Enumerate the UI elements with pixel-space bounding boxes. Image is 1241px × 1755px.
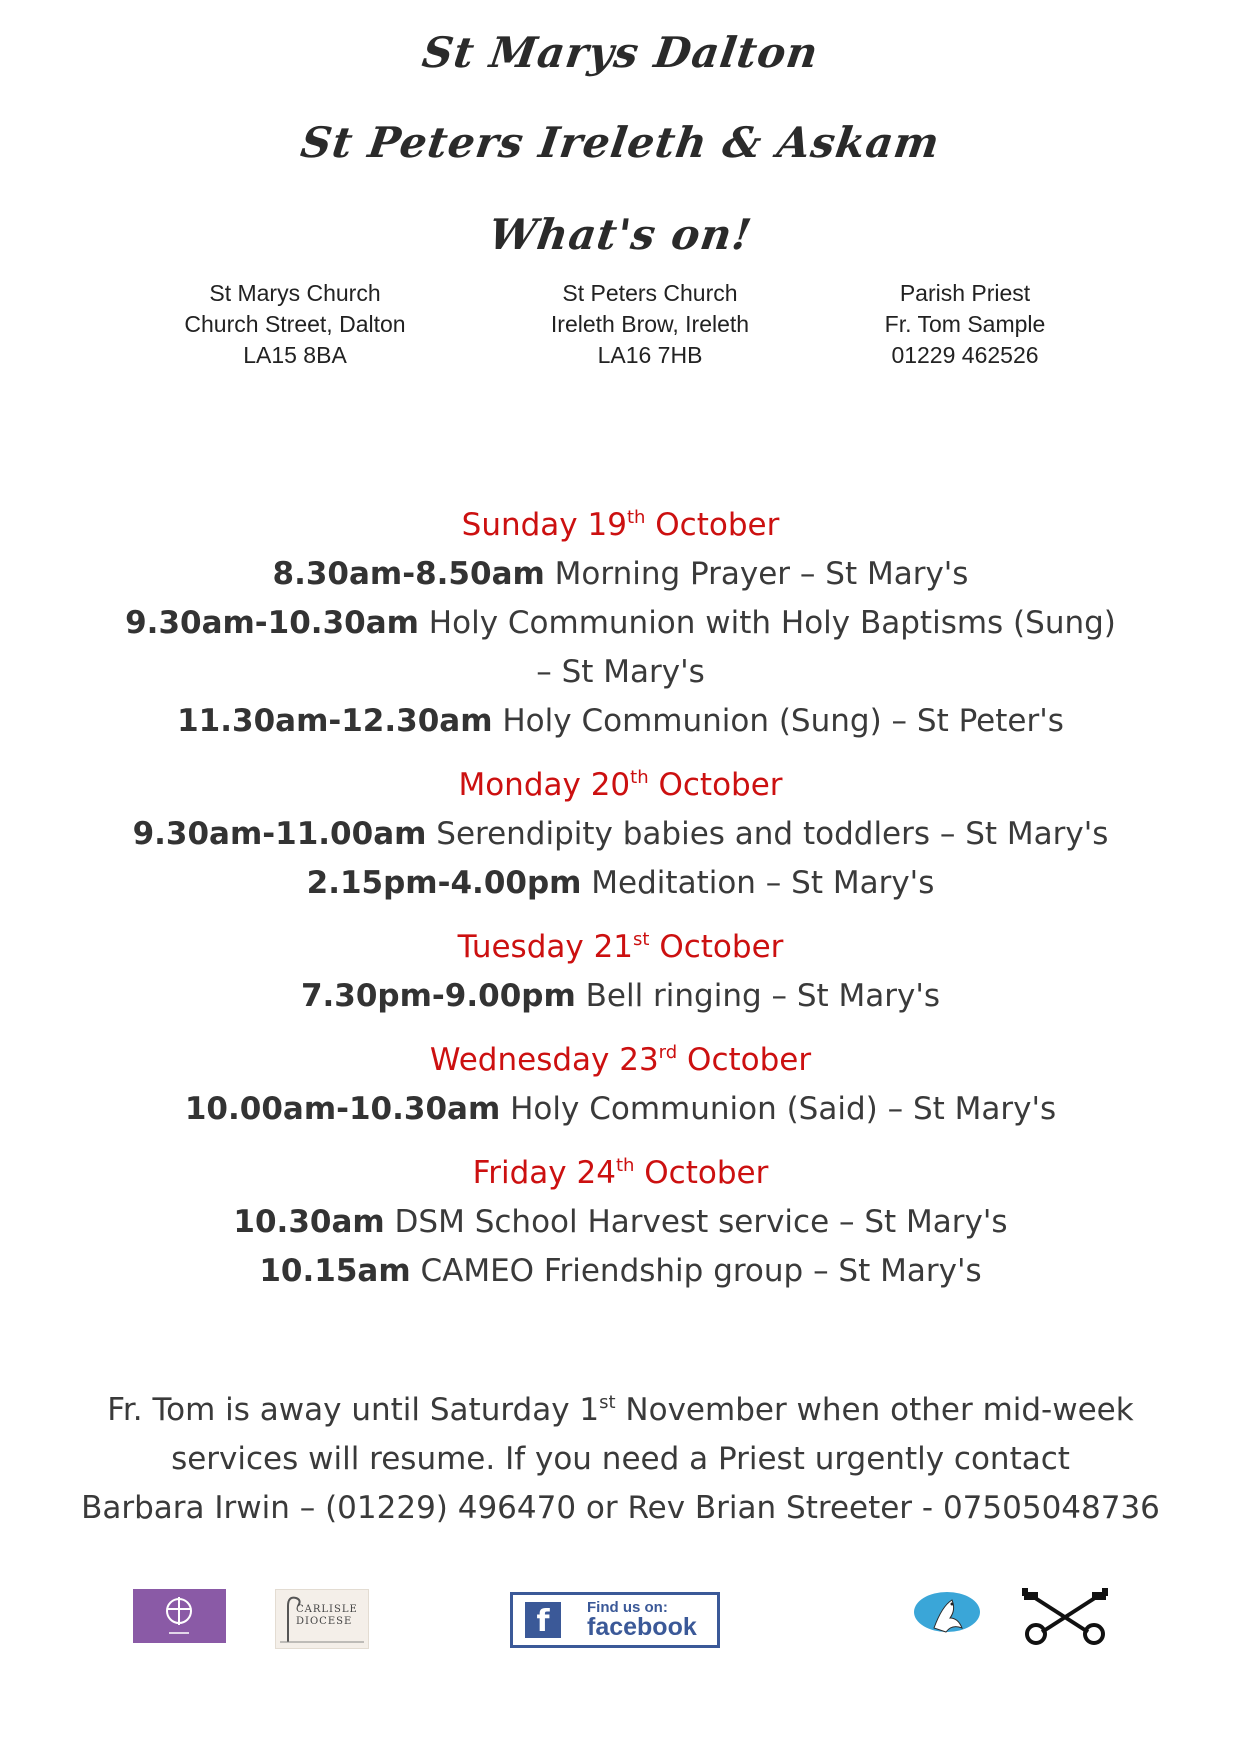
facebook-find-us-text: Find us on: xyxy=(587,1599,668,1616)
event-item: 9.30am-11.00am Serendipity babies and toddlers – St Mary's xyxy=(132,816,1109,852)
event-item: 10.30am DSM School Harvest service – St Mary's xyxy=(233,1204,1008,1240)
event-item: 11.30am-12.30am Holy Communion (Sung) – St Peter's xyxy=(177,703,1064,739)
facebook-wordmark: facebook xyxy=(587,1613,697,1641)
parish-priest-phone: 01229 462526 xyxy=(891,342,1039,368)
priest-away-notice xyxy=(0,1386,1241,1533)
st-peters-postcode: LA16 7HB xyxy=(597,342,703,368)
st-marys-church-name: St Marys Church xyxy=(209,280,381,306)
title-whats-on: What's on! xyxy=(485,210,756,259)
facebook-f-icon: f xyxy=(525,1602,561,1638)
event-item: 10.00am-10.30am Holy Communion (Said) – St Mary's xyxy=(184,1091,1057,1127)
st-peters-address xyxy=(510,278,790,371)
event-item: 9.30am-10.30am Holy Communion with Holy Baptisms (Sung) xyxy=(125,605,1116,641)
crossed-keys-icon xyxy=(1018,1588,1113,1646)
church-cross-logo xyxy=(133,1589,226,1643)
st-marys-street: Church Street, Dalton xyxy=(184,311,406,337)
dove-logo xyxy=(912,1588,982,1640)
parish-priest-info xyxy=(845,278,1085,371)
day-heading: Friday 24th October xyxy=(472,1155,769,1191)
event-item: 2.15pm-4.00pm Meditation – St Mary's xyxy=(306,865,935,901)
st-marys-postcode: LA15 8BA xyxy=(243,342,347,368)
title-st-peters-ireleth-askam: St Peters Ireleth & Askam xyxy=(297,118,944,167)
notice-line-2: services will resume. If you need a Priest urgently contact xyxy=(171,1441,1070,1477)
cross-icon xyxy=(133,1589,226,1643)
parish-priest-name: Fr. Tom Sample xyxy=(884,311,1046,337)
st-peters-street: Ireleth Brow, Ireleth xyxy=(550,311,750,337)
notice-line-3: Barbara Irwin – (01229) 496470 or Rev Brian Streeter - 07505048736 xyxy=(81,1490,1160,1526)
parish-priest-label: Parish Priest xyxy=(899,280,1031,306)
carlisle-diocese-logo xyxy=(275,1589,369,1649)
dove-icon xyxy=(912,1588,982,1640)
facebook-logo[interactable] xyxy=(510,1592,720,1648)
event-item: 10.15am CAMEO Friendship group – St Mary's xyxy=(259,1253,982,1289)
event-item: – St Mary's xyxy=(536,654,705,690)
event-item: 7.30pm-9.00pm Bell ringing – St Mary's xyxy=(300,978,941,1014)
st-peters-church-name: St Peters Church xyxy=(562,280,738,306)
st-marys-address xyxy=(160,278,430,371)
day-heading: Sunday 19th October xyxy=(461,507,780,543)
title-st-marys-dalton: St Marys Dalton xyxy=(419,28,822,77)
day-heading: Monday 20th October xyxy=(458,767,783,803)
day-heading: Wednesday 23rd October xyxy=(429,1042,812,1078)
crossed-keys-logo xyxy=(1018,1588,1113,1646)
event-item: 8.30am-8.50am Morning Prayer – St Mary's xyxy=(272,556,969,592)
notice-line-1: Fr. Tom is away until Saturday 1st November when other mid-week xyxy=(107,1392,1134,1428)
weekly-schedule xyxy=(0,500,1241,1296)
day-heading: Tuesday 21st October xyxy=(457,929,784,965)
carlisle-diocese-text: CARLISLE DIOCESE xyxy=(296,1604,358,1627)
